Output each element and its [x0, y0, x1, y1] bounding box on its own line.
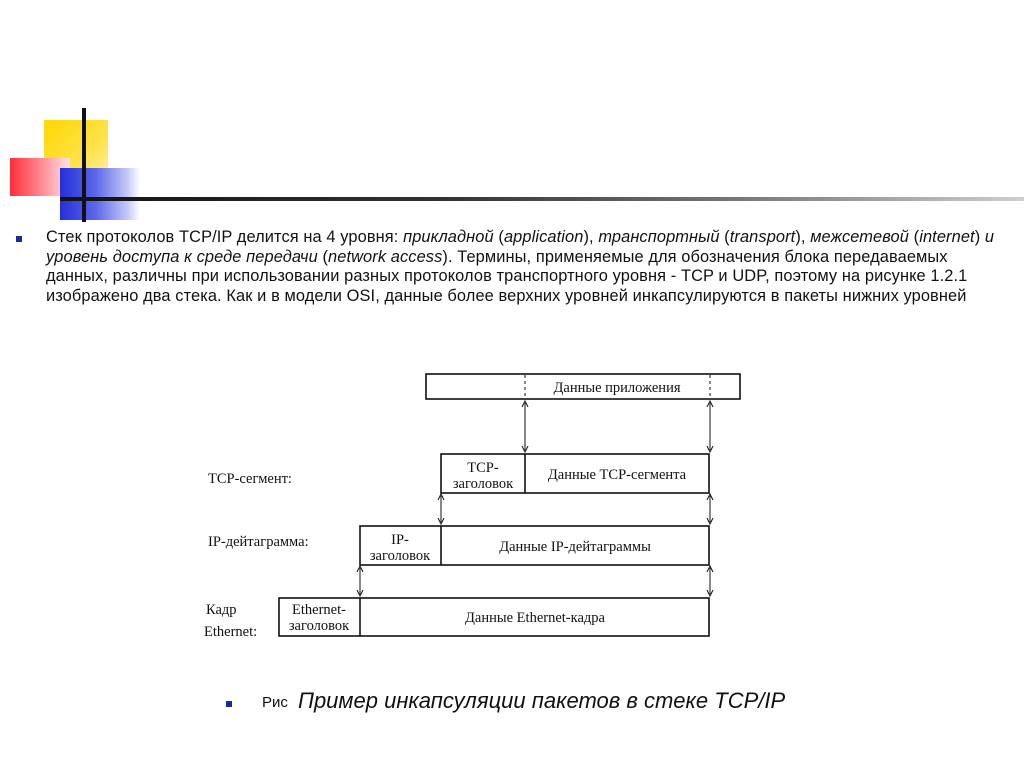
tcp-header-label-1: TCP-	[467, 460, 499, 476]
eth-data-label: Данные Ethernet-кадра	[465, 610, 605, 626]
ip-header-label-2: заголовок	[369, 548, 431, 564]
ip-header-label-1: IP-	[391, 532, 409, 548]
tcp-data-label: Данные TCP-сегмента	[547, 467, 687, 483]
ip-data-label: Данные IP-дейтаграммы	[499, 539, 651, 555]
eth-frame-label-1: Кадр	[206, 602, 237, 618]
eth-frame-label-2: Ethernet:	[204, 624, 258, 640]
ip-datagram-label: IP-дейтаграмма:	[208, 534, 309, 550]
app-data-label: Данные приложения	[553, 380, 681, 396]
body-paragraph: Стек протоколов TCP/IP делится на 4 уровня: прикладной (application), транспортный (transport), межсетевой (internet) и уровень доступа к среде передачи (network access). Термины, применяемые для обозначения блока передаваемых данных, различны при использовании разных протоколов транспортного уровня - TCP и UDP, поэтому на рисунке 1.2.1 изображено два стека. Как и в модели OSI, данные более верхних уровней инкапсулируются в пакеты нижних уровней	[46, 228, 995, 305]
tcp-header-label-2: заголовок	[452, 476, 514, 492]
eth-header-label-1: Ethernet-	[292, 602, 346, 618]
caption-bullet-icon	[226, 701, 232, 707]
caption-prefix: Рис	[262, 694, 288, 711]
caption-title: Пример инкапсуляции пакетов в стеке TCP/IP	[298, 688, 786, 713]
eth-header-label-2: заголовок	[288, 618, 350, 634]
tcp-segment-label: TCP-сегмент:	[208, 471, 292, 487]
